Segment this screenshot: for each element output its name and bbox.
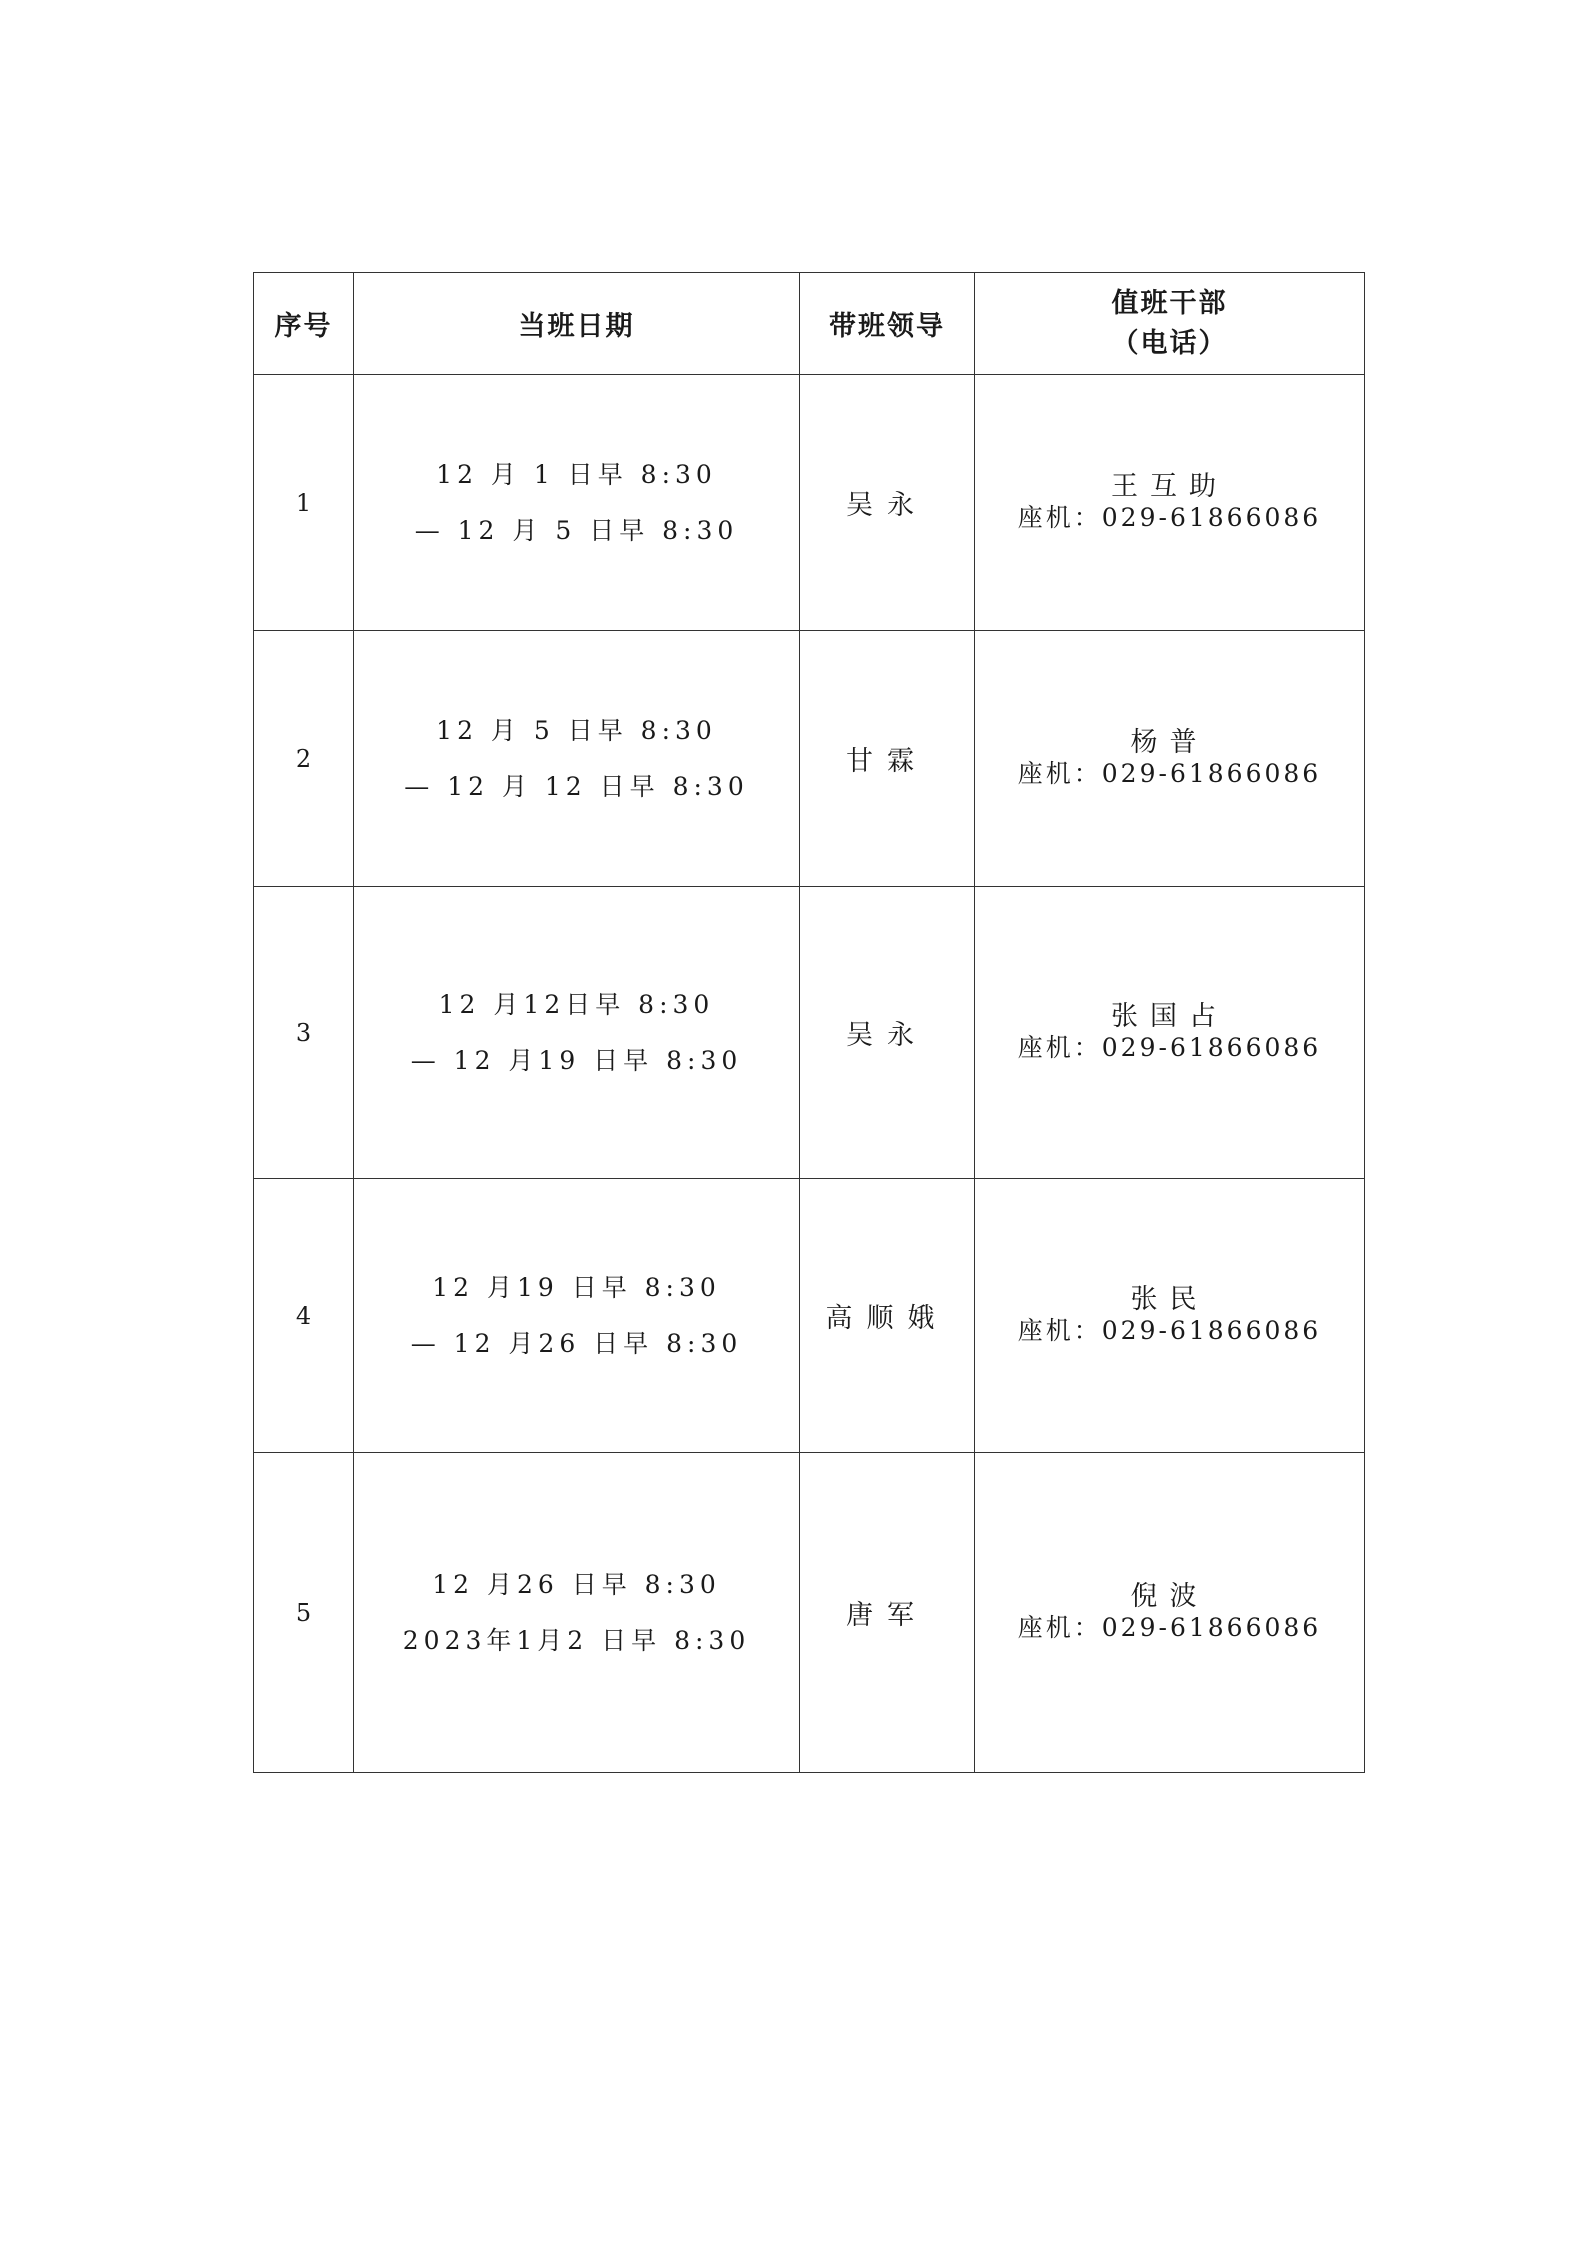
row-seq: 3 <box>254 887 354 1179</box>
date-start: 12 月 1 日早 8:30 <box>436 459 717 489</box>
duty-phone: 座机：029-61866086 <box>1017 1612 1322 1642</box>
row-date <box>354 1179 800 1453</box>
date-end: — 12 月19 日早 8:30 <box>410 1045 743 1075</box>
header-seq: 序号 <box>254 273 354 375</box>
header-leader: 带班领导 <box>800 273 975 375</box>
table-row <box>254 631 1365 887</box>
header-duty-title: 值班干部 <box>1111 287 1228 319</box>
date-start: 12 月19 日早 8:30 <box>432 1272 721 1302</box>
row-date <box>354 887 800 1179</box>
duty-phone: 座机：029-61866086 <box>1017 502 1322 532</box>
duty-name: 倪波 <box>1130 1580 1209 1612</box>
row-seq: 4 <box>254 1179 354 1453</box>
table-row <box>254 1453 1365 1773</box>
duty-name: 杨普 <box>1130 726 1209 758</box>
duty-name: 张民 <box>1130 1283 1209 1315</box>
duty-schedule-table <box>253 272 1365 1773</box>
row-date <box>354 631 800 887</box>
row-seq: 5 <box>254 1453 354 1773</box>
table-header-row <box>254 273 1365 375</box>
header-duty-sub: （电话） <box>1111 327 1228 359</box>
row-leader: 高顺娥 <box>800 1179 975 1453</box>
row-duty <box>975 887 1365 1179</box>
duty-phone: 座机：029-61866086 <box>1017 1315 1322 1345</box>
duty-phone: 座机：029-61866086 <box>1017 1032 1322 1062</box>
row-date <box>354 375 800 631</box>
date-end: — 12 月 5 日早 8:30 <box>414 515 739 545</box>
row-date <box>354 1453 800 1773</box>
row-seq: 2 <box>254 631 354 887</box>
row-duty <box>975 1179 1365 1453</box>
row-leader: 唐军 <box>800 1453 975 1773</box>
date-start: 12 月12日早 8:30 <box>438 989 715 1019</box>
duty-name: 王互助 <box>1111 470 1228 502</box>
date-start: 12 月 5 日早 8:30 <box>436 715 717 745</box>
row-leader: 吴永 <box>800 887 975 1179</box>
row-duty <box>975 631 1365 887</box>
table-row <box>254 1179 1365 1453</box>
table-row <box>254 887 1365 1179</box>
date-end: — 12 月26 日早 8:30 <box>410 1328 743 1358</box>
row-leader: 甘霖 <box>800 631 975 887</box>
header-date: 当班日期 <box>354 273 800 375</box>
header-duty <box>975 273 1365 375</box>
date-start: 12 月26 日早 8:30 <box>432 1569 721 1599</box>
duty-phone: 座机：029-61866086 <box>1017 758 1322 788</box>
date-end: — 12 月 12 日早 8:30 <box>404 771 749 801</box>
row-duty <box>975 1453 1365 1773</box>
row-leader: 吴永 <box>800 375 975 631</box>
duty-name: 张国占 <box>1111 1000 1228 1032</box>
row-duty <box>975 375 1365 631</box>
table-row <box>254 375 1365 631</box>
row-seq: 1 <box>254 375 354 631</box>
date-end: 2023年1月2 日早 8:30 <box>402 1625 751 1655</box>
